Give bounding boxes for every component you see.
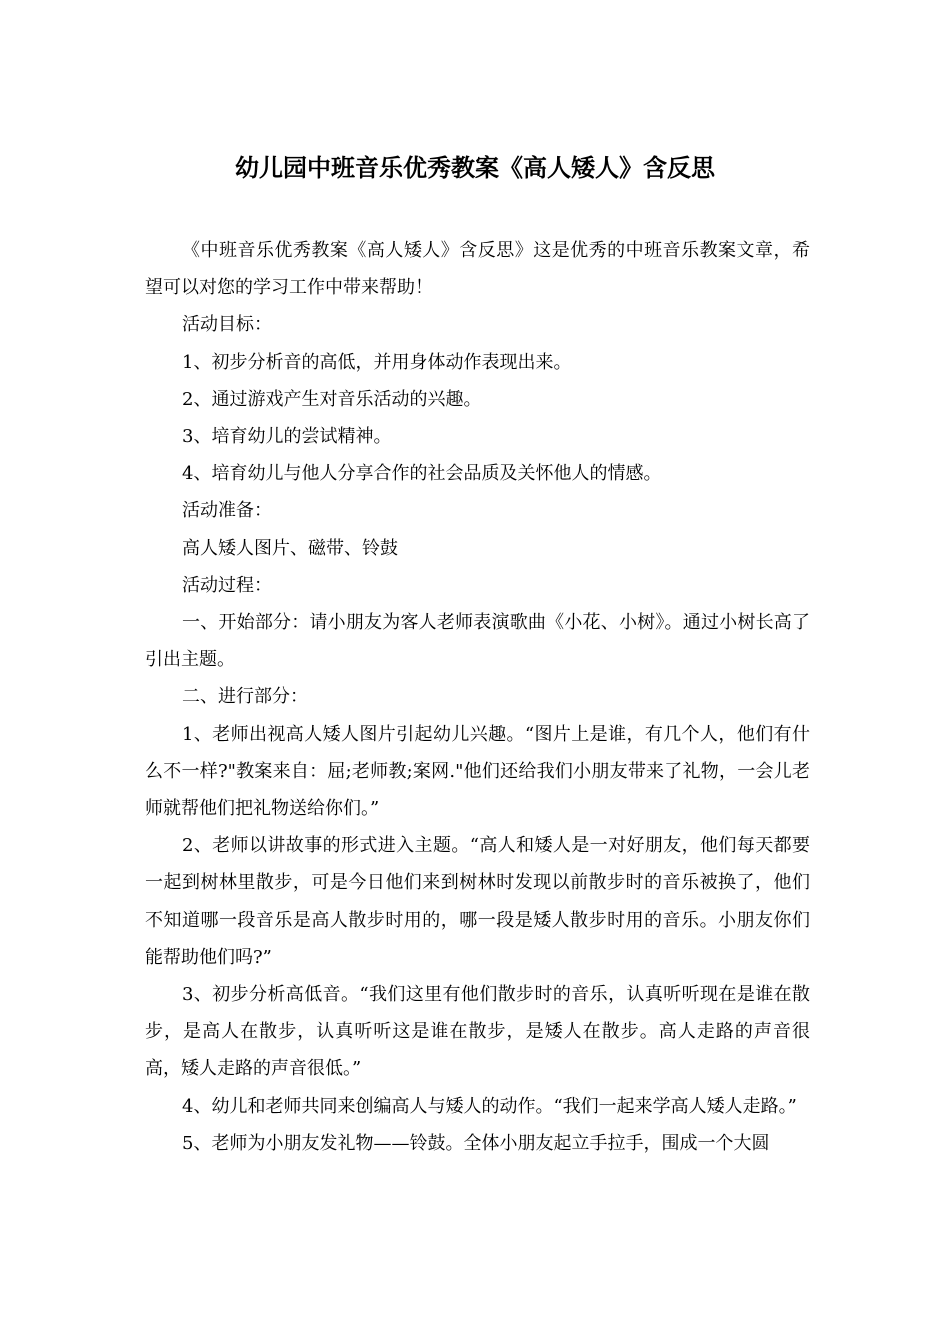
process-paragraph: 二、进行部分：: [182, 686, 308, 708]
process-paragraph: 一、开始部分：请小朋友为客人老师表演歌曲《小花、小树》。通过小树长高了引出主题。: [145, 612, 810, 671]
goal-item: 1、初步分析音的高低，并用身体动作表现出来。: [182, 351, 572, 373]
document-body: [145, 232, 810, 1162]
section-heading-preparation: 活动准备：: [182, 500, 272, 522]
section-heading-process: 活动过程：: [182, 574, 272, 596]
intro-paragraph: 《中班音乐优秀教案《高人矮人》含反思》这是优秀的中班音乐教案文章，希望可以对您的学习工作中带来帮助！: [145, 240, 810, 299]
process-step: 1、老师出视高人矮人图片引起幼儿兴趣。“图片上是谁，有几个人，他们有什么不一样?"教案来自：屈;老师教;案网."他们还给我们小朋友带来了礼物，一会儿老师就帮他们把礼物送给你们。”: [145, 723, 810, 820]
goal-item: 2、通过游戏产生对音乐活动的兴趣。: [182, 388, 482, 410]
goal-item: 3、培育幼儿的尝试精神。: [182, 426, 392, 448]
process-step: 4、幼儿和老师共同来创编高人与矮人的动作。“我们一起来学高人矮人走路。”: [182, 1095, 797, 1117]
process-step: 2、老师以讲故事的形式进入主题。“高人和矮人是一对好朋友，他们每天都要一起到树林里散步，可是今日他们来到树林时发现以前散步时的音乐被换了，他们不知道哪一段音乐是高人散步时用的，哪一段是矮人散步时用的音乐。小朋友你们能帮助他们吗?”: [145, 835, 810, 968]
process-step: 3、初步分析高低音。“我们这里有他们散步时的音乐，认真听听现在是谁在散步，是高人在散步，认真听听这是谁在散步，是矮人在散步。高人走路的声音很高，矮人走路的声音很低。”: [145, 984, 810, 1080]
process-step: 5、老师为小朋友发礼物——铃鼓。全体小朋友起立手拉手，围成一个大圆: [182, 1132, 770, 1154]
preparation-text: 高人矮人图片、磁带、铃鼓: [182, 537, 398, 559]
section-heading-goals: 活动目标：: [182, 314, 272, 336]
document-title: 幼儿园中班音乐优秀教案《高人矮人》含反思: [235, 154, 715, 182]
goal-item: 4、培育幼儿与他人分享合作的社会品质及关怀他人的情感。: [182, 463, 662, 485]
